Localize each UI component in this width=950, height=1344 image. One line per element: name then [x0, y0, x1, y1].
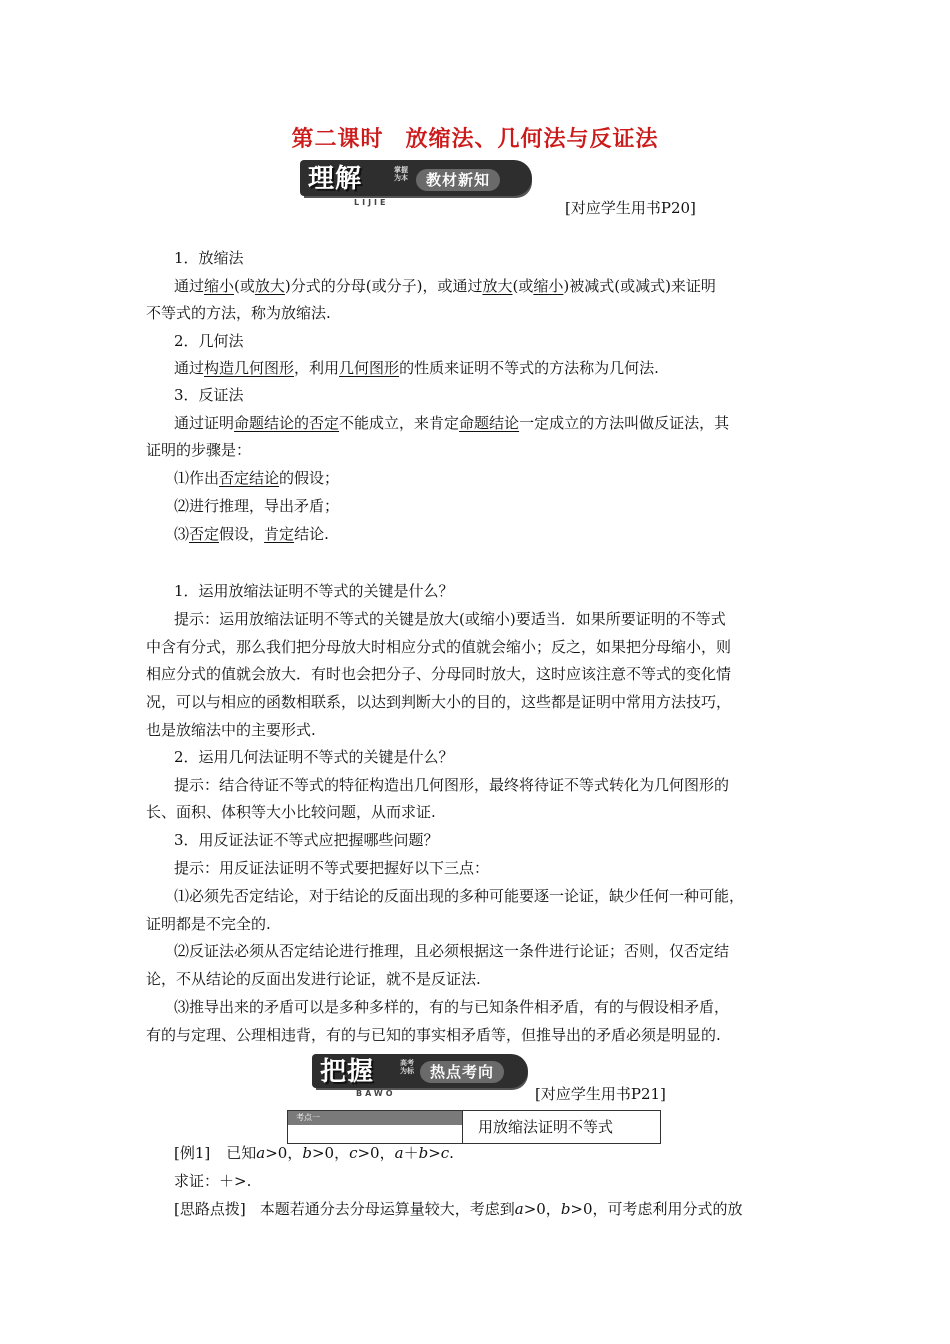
text: >0，: [357, 1144, 395, 1162]
topic-title: 用放缩法证明不等式: [478, 1118, 614, 1136]
answer-1-line: 中含有分式，那么我们把分母放大时相应分式的值就会缩小；反之，如果把分母缩小，则: [146, 638, 732, 656]
text: >0，: [265, 1144, 303, 1162]
lesson-number: 第二课时: [291, 127, 384, 152]
underlined-term: 缩小: [204, 277, 235, 295]
underlined-term: 肯定: [264, 525, 295, 543]
example-1-hint: [174, 1199, 743, 1219]
text: 已知: [226, 1144, 257, 1162]
variable: b: [418, 1144, 429, 1162]
section-banner-understand: [300, 160, 545, 208]
paragraph-fangsuo: [174, 276, 716, 296]
step-3: [174, 524, 329, 544]
question-2: 2．运用几何法证明不等式的关键是什么？: [174, 748, 454, 766]
underlined-term: 放大: [482, 277, 513, 295]
variable: b: [560, 1200, 571, 1218]
answer-1-line: 况，可以与相应的函数相联系，以达到判断大小的目的，这些都是证明中常用方法技巧，: [146, 693, 732, 711]
text: ，利用: [294, 359, 340, 377]
page-title: [0, 122, 950, 153]
question-1: 1．运用放缩法证明不等式的关键是什么？: [174, 582, 454, 600]
underlined-term: 否定结论: [219, 469, 280, 487]
underlined-term: 构造几何图形: [204, 359, 295, 377]
answer-3-line: ⑵反证法必须从否定结论进行推理，且必须根据这一条件进行论证；否则，仅否定结: [174, 942, 730, 960]
text: >: [428, 1144, 441, 1162]
heading-fanzheng: 3．反证法: [174, 386, 244, 404]
paragraph-fanzheng-line2: 证明的步骤是：: [146, 441, 252, 459]
underlined-term: 命题结论: [459, 414, 520, 432]
variable: a: [256, 1144, 266, 1162]
banner-big-text: 理解: [308, 164, 363, 194]
lesson-topic: 放缩法、几何法与反证法: [405, 127, 659, 152]
variable: a: [394, 1144, 404, 1162]
text: >0，: [311, 1144, 350, 1162]
underlined-term: 缩小: [533, 277, 564, 295]
answer-2-line: 提示：结合待证不等式的特征构造出几何图形，最终将待证不等式转化为几何图形的: [174, 776, 730, 794]
text: 的性质来证明不等式的方法称为几何法.: [399, 359, 659, 377]
banner-pinyin: BAWO: [356, 1089, 396, 1098]
heading-jihe: 2．几何法: [174, 332, 244, 350]
question-3: 3．用反证法证不等式应把握哪些问题？: [174, 831, 439, 849]
text: .: [449, 1144, 454, 1162]
text: 结论.: [294, 525, 329, 543]
text: ⑴作出: [174, 469, 220, 487]
underlined-term: 否定: [189, 525, 220, 543]
answer-1-line: 相应分式的值就会放大．有时也会把分子、分母同时放大，这时应该注意不等式的变化情: [146, 665, 732, 683]
text: 通过: [174, 359, 205, 377]
underlined-term: 几何图形: [339, 359, 400, 377]
banner-plate: [312, 1054, 528, 1088]
variable: c: [440, 1144, 450, 1162]
answer-2-line: 长、面积、体积等大小比较问题，从而求证.: [146, 803, 436, 821]
answer-3-line: 论，不从结论的反面出发进行论证，就不是反证法.: [146, 970, 481, 988]
variable: b: [302, 1144, 312, 1162]
text: 不能成立，来肯定: [339, 414, 460, 432]
example-label: [例1]: [174, 1144, 211, 1162]
reference-page: [对应学生用书P21]: [535, 1085, 666, 1103]
step-1: [174, 468, 339, 488]
text: 一定成立的方法叫做反证法，其: [519, 414, 730, 432]
text: (或: [512, 277, 534, 295]
banner-pinyin: LIJIE: [354, 198, 389, 207]
paragraph-jihe: [174, 358, 659, 378]
answer-3-line: 有的与定理、公理相违背，有的与已知的事实相矛盾等，但推导出的矛盾必须是明显的.: [146, 1026, 721, 1044]
section-banner-grasp: [312, 1054, 542, 1098]
banner-small-text: 高考为标: [400, 1059, 414, 1075]
underlined-term: 放大: [254, 277, 285, 295]
text: 的假设；: [279, 469, 340, 487]
underlined-term: 命题结论的否定: [234, 414, 340, 432]
answer-3-line: ⑶推导出来的矛盾可以是多种多样的，有的与已知条件相矛盾，有的与假设相矛盾，: [174, 998, 730, 1016]
banner-tail-text: 教材新知: [416, 169, 500, 191]
step-2: ⑵进行推理，导出矛盾；: [174, 497, 340, 515]
variable: a: [514, 1200, 524, 1218]
example-1-given: [174, 1143, 454, 1163]
text: >0，: [523, 1200, 561, 1218]
text: >0，可考虑利用分式的放: [570, 1200, 743, 1218]
reference-page: [对应学生用书P20]: [565, 199, 696, 217]
text: 通过证明: [174, 414, 235, 432]
banner-tail-text: 热点考向: [420, 1061, 504, 1083]
text: ⑶: [174, 525, 190, 543]
heading-fangsuo: 1．放缩法: [174, 249, 244, 267]
text: ＋: [403, 1144, 419, 1162]
text: 本题若通分去分母运算量较大，考虑到: [259, 1200, 515, 1218]
banner-small-text: 掌握为本: [394, 166, 408, 182]
text: 通过: [174, 277, 205, 295]
example-1-prove: 求证：＋>.: [174, 1172, 252, 1190]
hint-label: [思路点拨]: [174, 1200, 246, 1218]
paragraph-fanzheng: [174, 413, 729, 433]
text: )被减式(或减式)来证明: [563, 277, 716, 295]
paragraph-fangsuo-line2: 不等式的方法，称为放缩法.: [146, 304, 331, 322]
text: )分式的分母(或分子)，或通过: [284, 277, 483, 295]
text: 假设，: [219, 525, 265, 543]
answer-3-line: ⑴必须先否定结论，对于结论的反面出现的多种可能要逐一论证，缺少任何一种可能，: [174, 887, 745, 905]
answer-3-line: 提示：用反证法证明不等式要把握好以下三点：: [174, 859, 490, 877]
answer-1-line: 提示：运用放缩法证明不等式的关键是放大(或缩小)要适当．如果所要证明的不等式: [174, 610, 726, 628]
variable: c: [349, 1144, 358, 1162]
answer-3-line: 证明都是不完全的.: [146, 915, 271, 933]
text: (或: [234, 277, 255, 295]
banner-plate: [300, 160, 532, 196]
topic-divider: [462, 1111, 463, 1143]
answer-1-line: 也是放缩法中的主要形式.: [146, 721, 316, 739]
topic-label: 考点一: [288, 1111, 462, 1125]
topic-box: [287, 1110, 661, 1144]
banner-big-text: 把握: [320, 1057, 375, 1087]
